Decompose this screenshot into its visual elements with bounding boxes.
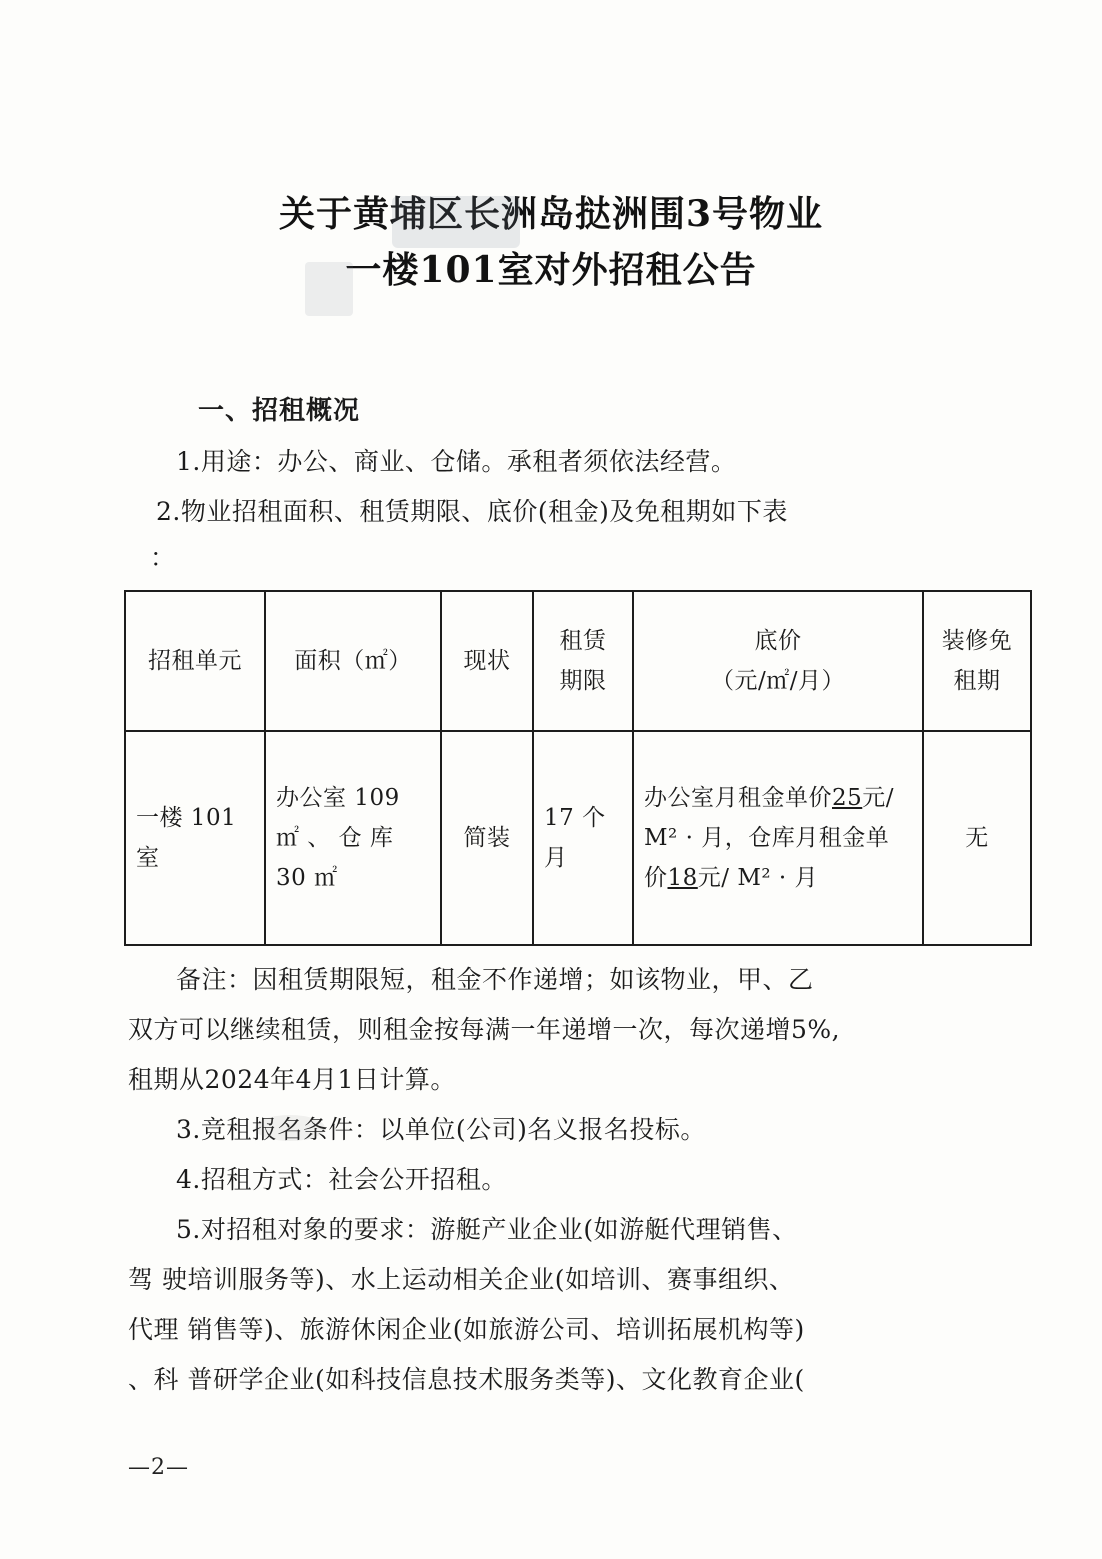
document-body	[128, 380, 1013, 1406]
table-header-row	[125, 591, 1031, 731]
header-term-line1: 租赁	[559, 628, 607, 654]
page-number: —2—	[128, 1455, 189, 1480]
header-unit: 招租单元	[125, 591, 265, 731]
cell-price-part3: 元/ M² · 月	[697, 865, 819, 891]
cell-status: 简装	[441, 731, 533, 945]
paragraph-item-3: 3.竞租报名条件：以单位(公司)名义报名投标。	[176, 1115, 706, 1144]
header-area: 面积（㎡）	[265, 591, 441, 731]
title-line-1: 关于黄埔区长洲岛挞洲围3号物业	[278, 193, 824, 235]
header-price	[633, 591, 923, 731]
rent-table	[124, 590, 1032, 946]
header-free-line1: 装修免	[941, 628, 1013, 654]
header-price-line1: 底价	[754, 628, 802, 654]
section-heading: 一、招租概况	[198, 396, 361, 426]
paragraph-item-1: 1.用途：办公、商业、仓储。承租者须依法经营。	[176, 447, 737, 476]
header-free-line2: 租期	[953, 668, 1001, 694]
cell-term: 17 个 月	[533, 731, 633, 945]
header-status: 现状	[441, 591, 533, 731]
cell-price	[633, 731, 923, 945]
cell-price-part1: 办公室月租金单价	[644, 785, 832, 811]
note-line-3: 租期从2024年4月1日计算。	[128, 1065, 456, 1094]
paragraph-item-4: 4.招租方式：社会公开招租。	[176, 1165, 507, 1194]
note-line-1: 备注：因租赁期限短，租金不作递增；如该物业，甲、乙	[176, 965, 814, 994]
colon-line: ：	[150, 543, 176, 572]
cell-price-value2: 18	[667, 865, 698, 891]
cell-area: 办公室 109 ㎡ 、 仓 库 30 ㎡	[265, 731, 441, 945]
header-free-period	[923, 591, 1031, 731]
header-term	[533, 591, 633, 731]
note-line-2: 双方可以继续租赁，则租金按每满一年递增一次，每次递增5%,	[128, 1015, 841, 1044]
cell-price-part2: 元/ M² · 月，仓库月租金单价	[644, 785, 895, 891]
paragraph-item-5-cont-1: 驾 驶培训服务等)、水上运动相关企业(如培训、赛事组织、	[128, 1265, 795, 1294]
table-row	[125, 731, 1031, 945]
paragraph-item-5: 5.对招租对象的要求：游艇产业企业(如游艇代理销售、	[176, 1215, 798, 1244]
cell-unit: 一楼 101 室	[125, 731, 265, 945]
cell-price-value1: 25	[832, 785, 863, 811]
table-notes	[128, 956, 984, 1104]
cell-free-period: 无	[923, 731, 1031, 945]
title-line-2: 一楼101室对外招租公告	[345, 249, 757, 291]
header-term-line2: 期限	[559, 668, 607, 694]
paragraph-item-5-cont-2: 代理 销售等)、旅游休闲企业(如旅游公司、培训拓展机构等)	[128, 1315, 805, 1344]
document-title	[0, 186, 1102, 298]
paragraph-item-5-cont-3: 、科 普研学企业(如科技信息技术服务类等)、文化教育企业(	[128, 1365, 805, 1394]
header-price-line2: （元/㎡/月）	[711, 668, 845, 694]
paragraph-item-2: 2.物业招租面积、租赁期限、底价(租金)及免租期如下表	[156, 497, 788, 526]
